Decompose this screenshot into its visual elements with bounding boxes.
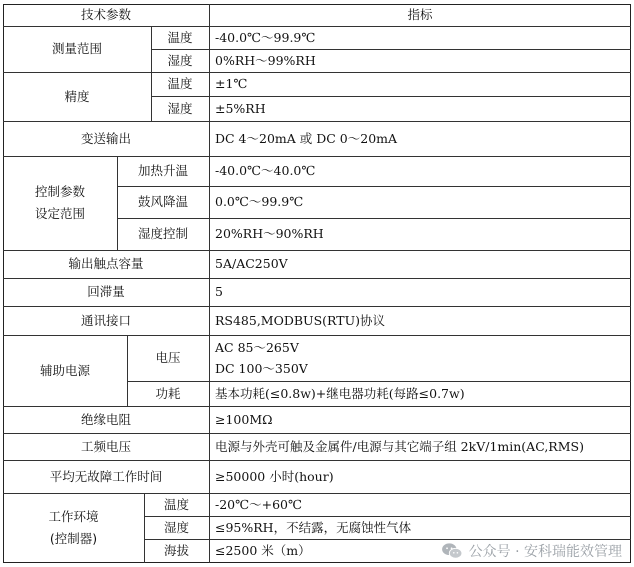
control-hum-value: 20%RH～90%RH xyxy=(215,226,324,241)
mtbf-label: 平均无故障工作时间 xyxy=(49,468,163,484)
hysteresis-value: 5 xyxy=(215,284,223,299)
table-border xyxy=(3,4,631,563)
header-spec: 指标 xyxy=(407,7,433,22)
divider xyxy=(3,250,631,251)
divider xyxy=(117,186,631,187)
contact-value: 5A/AC250V xyxy=(215,256,288,271)
measure-hum-value: 0%RH～99%RH xyxy=(215,52,316,68)
divider xyxy=(3,156,631,157)
comm-label: 通讯接口 xyxy=(80,312,131,328)
env-alt-label: 海拔 xyxy=(163,543,189,558)
control-heat-value: -40.0℃～40.0℃ xyxy=(215,163,316,178)
insulation-label: 绝缘电阻 xyxy=(80,411,131,427)
accuracy-label: 精度 xyxy=(64,88,90,104)
divider xyxy=(3,121,631,122)
env-hum-value: ≤95%RH，不结露，无腐蚀性气体 xyxy=(215,519,412,535)
divider xyxy=(3,433,631,434)
env-label-line1: 工作环境 xyxy=(48,509,99,524)
env-hum-label: 湿度 xyxy=(163,519,189,535)
control-label-line2: 设定范围 xyxy=(34,206,85,221)
divider xyxy=(117,218,631,219)
divider xyxy=(151,49,631,50)
divider xyxy=(3,278,631,279)
contact-label: 输出触点容量 xyxy=(68,256,144,271)
transmit-label: 变送输出 xyxy=(80,130,131,146)
divider xyxy=(3,26,631,27)
divider xyxy=(209,4,210,563)
spec-table xyxy=(3,4,631,563)
env-temp-label: 温度 xyxy=(163,496,189,512)
measure-label: 测量范围 xyxy=(51,41,102,56)
accuracy-temp-value: ±1℃ xyxy=(215,76,248,91)
divider xyxy=(3,306,631,307)
divider xyxy=(3,493,631,494)
measure-temp-label: 温度 xyxy=(167,29,193,45)
freq-voltage-value: 电源与外壳可触及金属件/电源与其它端子组 2kV/1min(AC,RMS) xyxy=(215,438,584,454)
freq-voltage-label: 工频电压 xyxy=(80,438,131,454)
power-volt-ac: AC 85～265V xyxy=(215,340,299,355)
measure-temp-value: -40.0℃～99.9℃ xyxy=(215,29,316,45)
divider xyxy=(144,493,145,563)
comm-value: RS485,MODBUS(RTU)协议 xyxy=(215,312,385,328)
header-param: 技术参数 xyxy=(80,7,131,22)
control-heat-label: 加热升温 xyxy=(137,163,188,178)
divider xyxy=(144,516,631,517)
divider xyxy=(127,335,128,406)
control-hum-label: 湿度控制 xyxy=(137,226,188,241)
env-label-line2: (控制器) xyxy=(49,531,98,546)
divider xyxy=(3,72,631,73)
watermark-text: 公众号 · 安科瑞能效管理 xyxy=(468,544,622,560)
watermark xyxy=(439,541,624,561)
power-volt-dc: DC 100～350V xyxy=(215,361,308,376)
measure-hum-label: 湿度 xyxy=(167,52,193,68)
wechat-icon xyxy=(441,542,463,560)
divider xyxy=(144,539,631,540)
control-cool-label: 鼓风降温 xyxy=(137,194,188,209)
control-cool-value: 0.0℃～99.9℃ xyxy=(215,194,304,209)
transmit-value: DC 4～20mA 或 DC 0～20mA xyxy=(215,130,398,146)
hysteresis-label: 回滞量 xyxy=(87,284,125,299)
divider xyxy=(3,460,631,461)
divider xyxy=(151,26,152,121)
mtbf-value: ≥50000 小时(hour) xyxy=(215,468,334,484)
env-temp-value: -20℃～+60℃ xyxy=(215,496,302,512)
accuracy-hum-label: 湿度 xyxy=(167,100,193,116)
insulation-value: ≥100MΩ xyxy=(215,411,273,427)
divider xyxy=(127,381,631,382)
power-cons-label: 功耗 xyxy=(155,385,181,401)
divider xyxy=(3,335,631,336)
accuracy-temp-label: 温度 xyxy=(167,76,193,91)
divider xyxy=(117,156,118,250)
power-volt-label: 电压 xyxy=(155,350,181,365)
power-cons-value: 基本功耗(≤0.8w)+继电器功耗(每路≤0.7w) xyxy=(215,385,465,401)
divider xyxy=(151,96,631,97)
accuracy-hum-value: ±5%RH xyxy=(215,100,266,116)
power-label: 辅助电源 xyxy=(39,362,90,378)
env-alt-value: ≤2500 米（m） xyxy=(215,543,311,558)
divider xyxy=(3,406,631,407)
control-label-line1: 控制参数 xyxy=(34,184,85,199)
